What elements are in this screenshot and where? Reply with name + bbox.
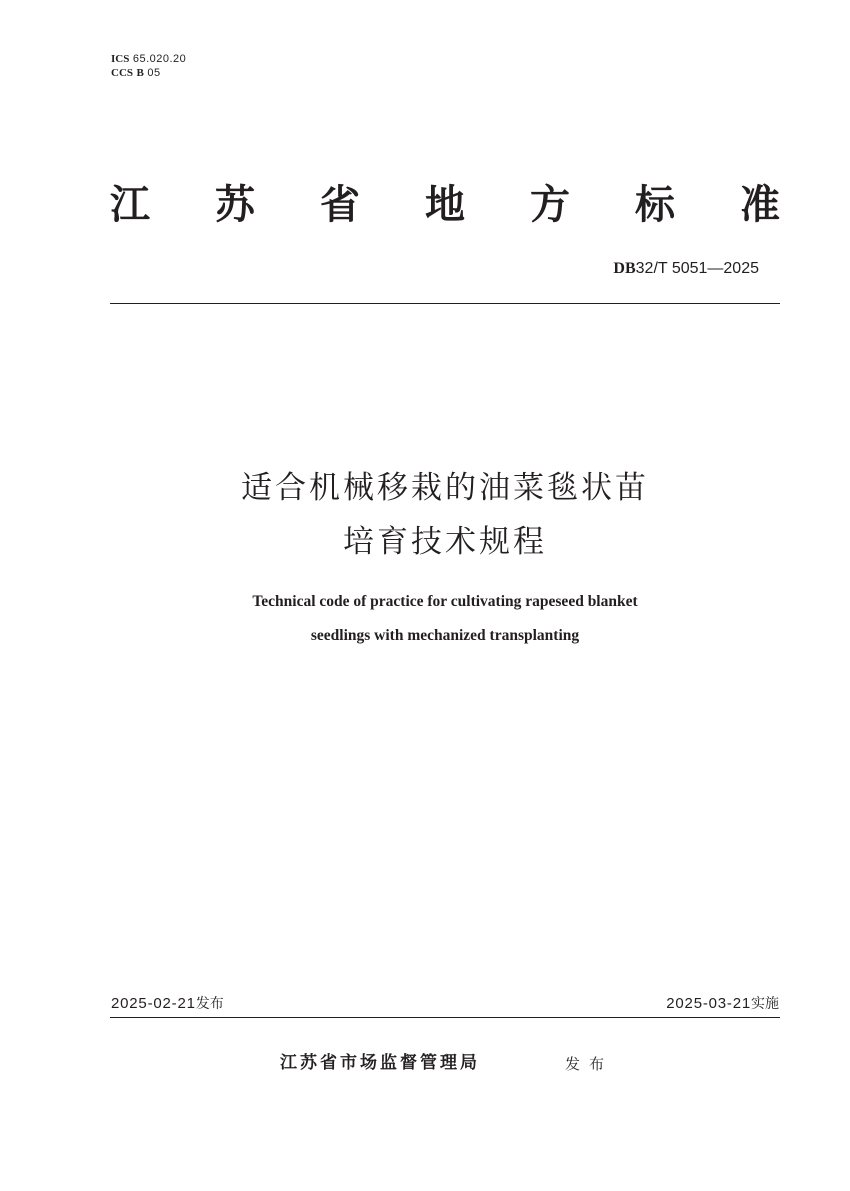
- release-date: [111, 993, 224, 1014]
- heading-char: 方: [530, 182, 570, 228]
- implement-date-label: 实施: [751, 996, 779, 1012]
- implement-date-value: 2025-03-21: [666, 995, 751, 1012]
- implement-date: [666, 993, 779, 1014]
- ccs-value: 05: [147, 67, 161, 79]
- title-en-line2: seedlings with mechanized transplanting: [310, 627, 580, 644]
- heading-char: 准: [740, 182, 780, 228]
- ccs-code: [111, 66, 186, 80]
- title-cn-line2: 培育技术规程: [343, 524, 547, 560]
- title-en-line1: Technical code of practice for cultivating rapeseed blanket: [252, 593, 638, 610]
- ics-value: 65.020.20: [132, 53, 187, 65]
- ics-code: [111, 52, 186, 66]
- issue-action: 发布: [565, 1055, 614, 1073]
- standard-number: [613, 258, 759, 279]
- standard-number-prefix: DB: [613, 260, 636, 277]
- release-date-value: 2025-02-21: [111, 995, 196, 1012]
- bottom-divider: [110, 1017, 780, 1018]
- standard-type-heading: [110, 180, 780, 230]
- ics-label: ICS: [111, 53, 130, 65]
- heading-char: 地: [425, 182, 465, 228]
- heading-char: 江: [110, 182, 150, 228]
- classification-codes: [111, 52, 186, 80]
- heading-char: 省: [320, 182, 360, 228]
- top-divider: [110, 303, 780, 304]
- ccs-letter: B: [136, 67, 144, 79]
- title-cn-line1: 适合机械移栽的油菜毯状苗: [241, 470, 649, 506]
- standard-number-value: 32/T 5051—2025: [635, 260, 759, 277]
- heading-char: 苏: [215, 182, 255, 228]
- ccs-label: CCS: [111, 67, 134, 79]
- heading-char: 标: [635, 182, 675, 228]
- issuing-authority: 江苏省市场监督管理局: [280, 1053, 480, 1073]
- release-date-label: 发布: [195, 996, 224, 1012]
